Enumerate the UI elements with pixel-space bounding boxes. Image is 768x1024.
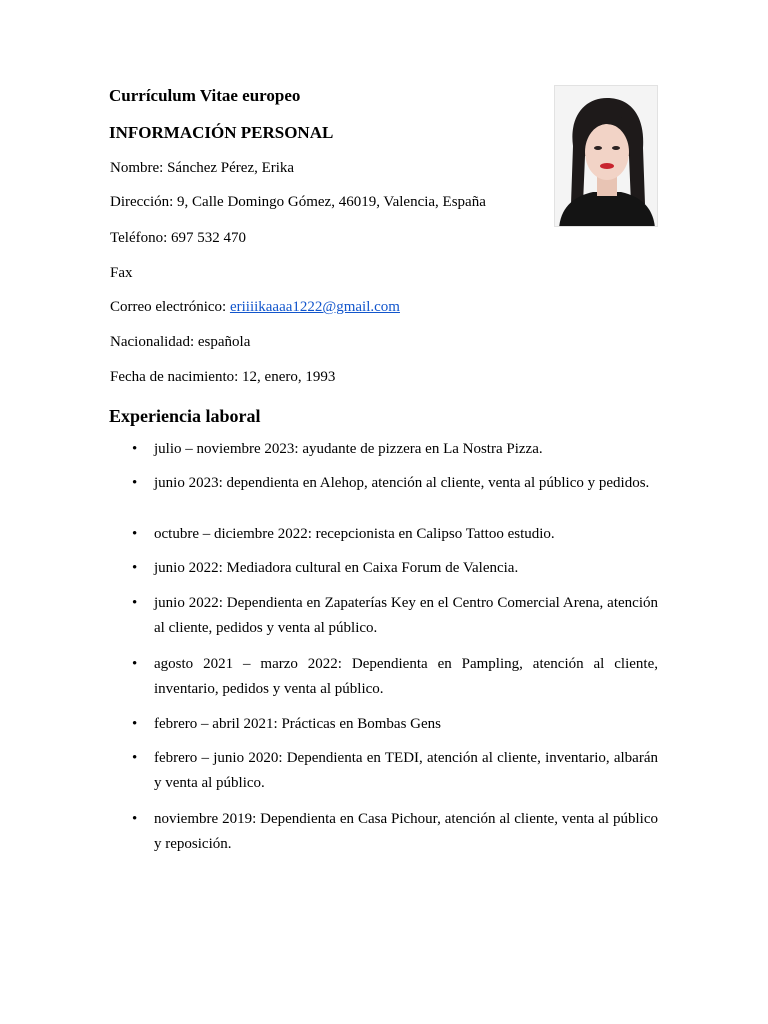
bullet-icon: • [132,811,138,827]
bullet-icon: • [132,441,138,457]
bullet-icon: • [132,475,138,491]
list-item [132,746,658,796]
profile-photo [554,85,658,227]
list-item [132,652,658,702]
bullet-icon: • [132,526,138,542]
list-item [132,807,658,857]
personal-info-heading: INFORMACIÓN PERSONAL [109,123,334,142]
fax-line: Fax [110,265,133,281]
portrait-photo-icon [555,86,658,227]
list-item [132,715,658,734]
bullet-icon: • [132,595,138,611]
document-title: Currículum Vitae europeo [109,86,301,105]
job-entry-text: julio – noviembre 2023: ayudante de pizzera en La Nostra Pizza. [154,441,543,457]
job-entry-text: junio 2023: dependienta en Alehop, atención al cliente, venta al público y pedidos. [154,475,650,491]
bullet-icon: • [132,656,138,672]
email-line [110,298,400,316]
job-entry-text: agosto 2021 – marzo 2022: Dependienta en Pampling, atención al cliente, inventario, pedidos y venta al público. [154,656,658,697]
address-line: Dirección: 9, Calle Domingo Gómez, 46019, Valencia, España [110,194,486,210]
work-experience-heading: Experiencia laboral [109,406,261,426]
bullet-icon: • [132,750,138,766]
nationality-line: Nacionalidad: española [110,334,251,350]
phone-line: Teléfono: 697 532 470 [110,230,247,246]
list-item [132,474,658,493]
bullet-icon: • [132,560,138,576]
name-line: Nombre: Sánchez Pérez, Erika [110,160,295,176]
job-entry-text: noviembre 2019: Dependienta en Casa Pichour, atención al cliente, venta al público y reposición. [154,811,658,852]
bullet-icon: • [132,716,138,732]
birthdate-line: Fecha de nacimiento: 12, enero, 1993 [110,369,336,385]
list-item [132,440,658,459]
job-entry-text: junio 2022: Mediadora cultural en Caixa Forum de Valencia. [154,560,519,576]
list-item [132,559,658,578]
job-entry-text: febrero – junio 2020: Dependienta en TEDI, atención al cliente, inventario, albarán y venta al público. [154,750,658,791]
email-link[interactable]: eriiiikaaaa1222@gmail.com [229,299,400,315]
job-entry-text: febrero – abril 2021: Prácticas en Bombas Gens [154,716,441,732]
list-item [132,591,658,641]
job-entry-text: junio 2022: Dependienta en Zapaterías Key en el Centro Comercial Arena, atención al cliente, pedidos y venta al público. [154,595,658,636]
list-item [132,525,658,544]
email-label: Correo electrónico: [110,299,230,315]
job-entry-text: octubre – diciembre 2022: recepcionista en Calipso Tattoo estudio. [154,526,555,542]
